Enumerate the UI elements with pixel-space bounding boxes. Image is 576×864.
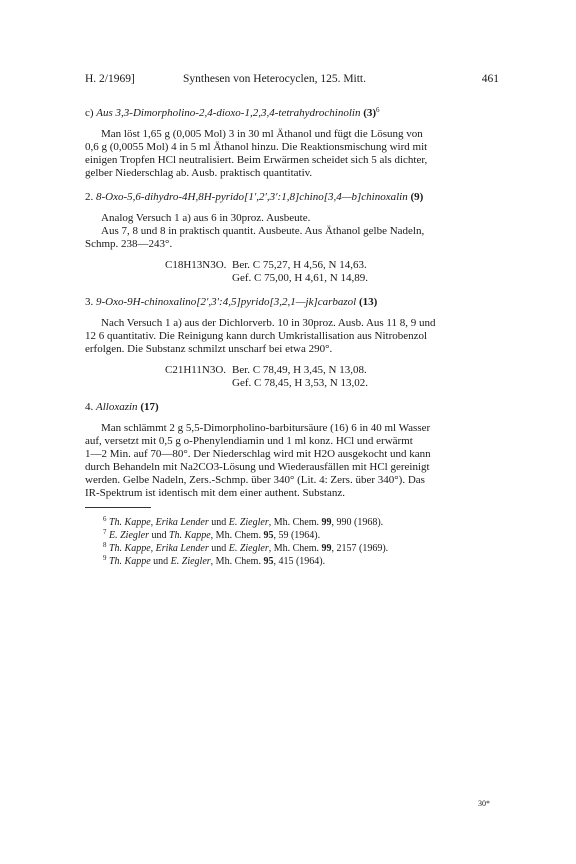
page-number: 461 <box>481 73 499 85</box>
footnote-volume: 99 <box>321 543 332 554</box>
footnote-journal: , Mh. Chem. <box>268 517 322 528</box>
section-label: 3. <box>85 296 96 308</box>
footnote-rule <box>85 507 151 508</box>
footnote-authors: Th. Kappe <box>169 530 211 541</box>
calculated-analysis: Ber. C 78,49, H 3,45, N 13,08. <box>232 364 367 376</box>
footnote <box>103 517 383 528</box>
paragraph-line: durch Behandeln mit Na2CO3-Lösung und Wiederausfällen mit HCl gereinigt <box>85 461 430 473</box>
compound-number: (17) <box>140 401 159 413</box>
footnote-journal: , Mh. Chem. <box>268 543 322 554</box>
footnote <box>103 556 325 567</box>
paragraph-line: Man löst 1,65 g (0,005 Mol) 3 in 30 ml Äthanol und fügt die Lösung von <box>101 128 423 140</box>
footnote-number: 6 <box>103 515 107 523</box>
journal-issue: H. 2/1969] <box>85 73 135 85</box>
section-label: 2. <box>85 191 96 203</box>
footnote-pages: , 990 (1968). <box>331 517 384 528</box>
paragraph-line: erfolgen. Die Substanz schmilzt unscharf bei etwa 290°. <box>85 343 333 355</box>
reference-mark: 6 <box>376 106 380 114</box>
section-title: Alloxazin <box>96 401 138 413</box>
footnote-pages: , 415 (1964). <box>273 556 326 567</box>
footnote-authors: Th. Kappe <box>109 556 151 567</box>
footnote-pages: , 59 (1964). <box>273 530 321 541</box>
found-analysis: Gef. C 75,00, H 4,61, N 14,89. <box>232 272 368 284</box>
section-2-heading <box>85 191 423 203</box>
footnote-volume: 99 <box>321 517 332 528</box>
section-4-heading <box>85 401 159 413</box>
footnote-journal: , Mh. Chem. <box>210 530 264 541</box>
molecular-formula: C21H11N3O. <box>165 364 227 376</box>
paragraph-line: Aus 7, 8 und 8 in praktisch quantit. Ausbeute. Aus Äthanol gelbe Nadeln, <box>101 225 425 237</box>
paragraph-line: auf, versetzt mit 0,5 g o-Phenylendiamin und 1 ml konz. HCl und erwärmt <box>85 435 413 447</box>
footnote-authors: Th. Kappe, Erika Lender <box>109 517 209 528</box>
footnote-volume: 95 <box>263 556 274 567</box>
compound-number: (13) <box>358 296 378 308</box>
calculated-analysis: Ber. C 75,27, H 4,56, N 14,63. <box>232 259 367 271</box>
section-label: 4. <box>85 401 96 413</box>
footnote-connector: und <box>149 530 169 541</box>
section-label: c) <box>85 107 97 119</box>
footnote <box>103 543 388 554</box>
signature-mark: 30* <box>478 799 490 808</box>
paragraph-line: werden. Gelbe Nadeln, Zers.-Schmp. über 340° (Lit. 4: Zers. über 340°). Das <box>85 474 425 486</box>
compound-number: (9) <box>410 191 424 203</box>
footnote-connector: und <box>208 517 229 528</box>
paragraph-line: 12 6 quantitativ. Die Reinigung kann durch Umkristallisation aus Nitrobenzol <box>85 330 428 342</box>
paragraph-line: 0,6 g (0,0055 Mol) 4 in 5 ml Äthanol hinzu. Die Reaktionsmischung wird mit <box>85 141 428 153</box>
footnote-authors: E. Ziegler <box>228 543 269 554</box>
section-3-heading <box>85 296 377 308</box>
paragraph-line: Nach Versuch 1 a) aus der Dichlorverb. 10 in 30proz. Ausb. Aus 11 8, 9 und <box>101 317 436 329</box>
paragraph-line: Man schlämmt 2 g 5,5-Dimorpholino-barbitursäure (16) 6 in 40 ml Wasser <box>101 422 431 434</box>
footnote-authors: E. Ziegler <box>170 556 211 567</box>
molecular-formula: C18H13N3O. <box>165 259 227 271</box>
footnote-volume: 95 <box>263 530 274 541</box>
footnote <box>103 530 320 541</box>
footnote-connector: und <box>150 556 171 567</box>
header-title: Synthesen von Heterocyclen, 125. Mitt. <box>183 73 367 85</box>
section-c-heading <box>85 107 380 119</box>
paragraph-line: Schmp. 238—243°. <box>85 238 173 250</box>
section-title: 9-Oxo-9H-chinoxalino[2′,3′:4,5]pyrido[3,2,1—jk]carbazol <box>96 296 357 308</box>
footnote-number: 9 <box>103 554 107 562</box>
footnote-connector: und <box>208 543 229 554</box>
paragraph-line: IR-Spektrum ist identisch mit dem einer authent. Substanz. <box>85 487 345 499</box>
section-title: 8-Oxo-5,6-dihydro-4H,8H-pyrido[1′,2′,3′:1,8]chino[3,4—b]chinoxalin <box>96 191 408 203</box>
found-analysis: Gef. C 78,45, H 3,53, N 13,02. <box>232 377 368 389</box>
footnote-number: 8 <box>103 541 107 549</box>
paragraph-line: einigen Tropfen HCl neutralisiert. Beim Erwärmen scheidet sich 5 als dichter, <box>85 154 428 166</box>
footnote-authors: E. Ziegler <box>109 530 149 541</box>
paragraph-line: 1—2 Min. auf 70—80°. Der Niederschlag wird mit H2O ausgekocht und kann <box>85 448 431 460</box>
footnote-number: 7 <box>103 528 107 536</box>
paragraph-line: Analog Versuch 1 a) aus 6 in 30proz. Ausbeute. <box>101 212 311 224</box>
footnote-authors: E. Ziegler <box>228 517 269 528</box>
footnote-authors: Th. Kappe, Erika Lender <box>109 543 209 554</box>
paragraph-line: gelber Niederschlag ab. Ausb. praktisch quantitativ. <box>85 167 313 179</box>
footnote-journal: , Mh. Chem. <box>210 556 264 567</box>
section-title: Aus 3,3-Dimorpholino-2,4-dioxo-1,2,3,4-tetrahydrochinolin <box>96 107 361 119</box>
compound-number: (3) <box>363 107 377 119</box>
footnote-pages: , 2157 (1969). <box>331 543 389 554</box>
